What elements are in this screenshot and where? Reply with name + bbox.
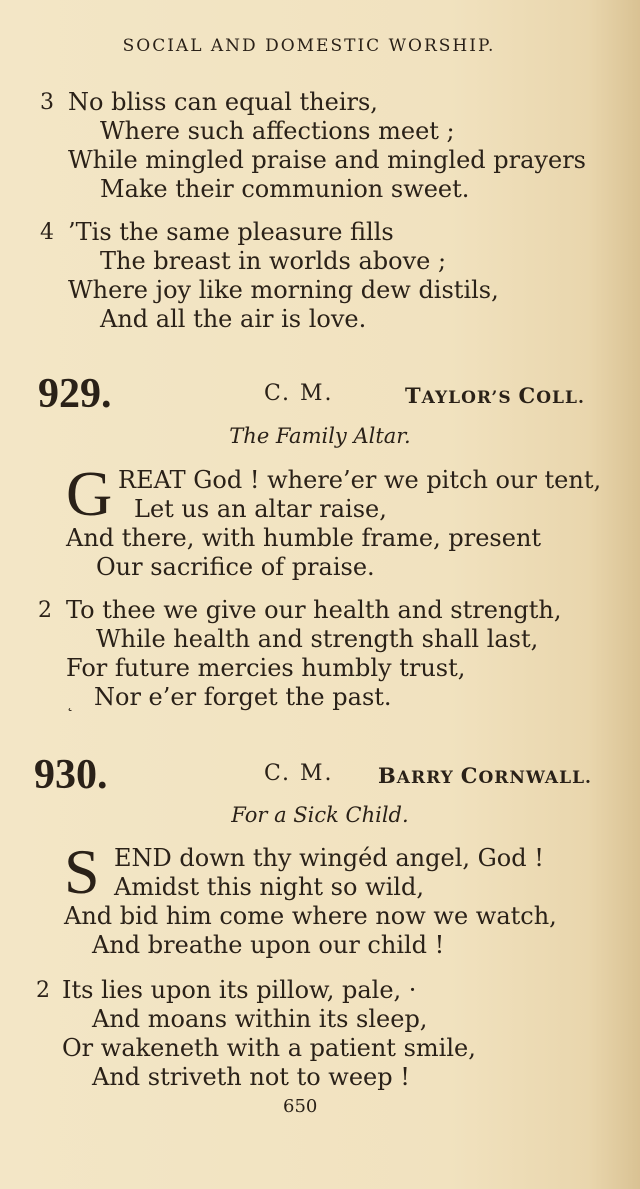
verse-line: The breast in worlds above ; <box>100 247 447 275</box>
hymn-meter: C. M. <box>264 761 334 786</box>
verse-line: REAT God ! where’er we pitch our tent, <box>118 466 602 494</box>
drop-cap: S <box>64 836 100 907</box>
verse-number: 2 <box>36 978 50 1003</box>
verse-line: While health and strength shall last, <box>96 625 539 653</box>
verse-line: Make their communion sweet. <box>100 175 470 203</box>
hymn-number: 929. <box>38 371 112 417</box>
verse-number: 4 <box>40 220 54 245</box>
verse-line: Our sacrifice of praise. <box>96 553 375 581</box>
verse-line: Its lies upon its pillow, pale, · <box>62 976 417 1004</box>
verse-line: And breathe upon our child ! <box>92 931 445 959</box>
verse-line: Let us an altar raise, <box>134 495 387 523</box>
verse-line: Or wakeneth with a patient smile, <box>62 1034 476 1062</box>
hymn-author: TAYLOR’S COLL. <box>405 383 585 408</box>
verse-line: Amidst this night so wild, <box>114 873 424 901</box>
hymn-subtitle: For a Sick Child. <box>231 803 409 827</box>
verse-line: And moans within its sleep, <box>92 1005 428 1033</box>
verse-line: And bid him come where now we watch, <box>64 902 557 930</box>
verse-line: Where such affections meet ; <box>100 117 455 145</box>
hymn-number: 930. <box>34 752 108 798</box>
verse-line: And all the air is love. <box>100 305 367 333</box>
hymn-author: BARRY CORNWALL. <box>378 763 592 788</box>
verse-line: ’Tis the same pleasure fills <box>68 218 394 246</box>
running-header: SOCIAL AND DOMESTIC WORSHIP. <box>122 36 496 56</box>
verse-line: And striveth not to weep ! <box>92 1063 410 1091</box>
verse-line: For future mercies humbly trust, <box>66 654 466 682</box>
drop-cap: G <box>66 458 113 529</box>
verse-number: 2 <box>38 598 52 623</box>
hymn-meter: C. M. <box>264 381 334 406</box>
verse-line: END down thy wingéd angel, God ! <box>114 844 544 872</box>
verse-line: Where joy like morning dew distils, <box>68 276 499 304</box>
verse-line: No bliss can equal theirs, <box>68 88 378 116</box>
verse-line: Nor e’er forget the past. <box>94 683 392 711</box>
verse-number: 3 <box>40 90 54 115</box>
ink-mark: ˛ <box>66 693 74 712</box>
page-number: 650 <box>283 1096 318 1117</box>
verse-line: To thee we give our health and strength, <box>66 596 562 624</box>
verse-line: And there, with humble frame, present <box>66 524 542 552</box>
hymn-subtitle: The Family Altar. <box>229 424 411 448</box>
verse-line: While mingled praise and mingled prayers <box>68 146 586 174</box>
